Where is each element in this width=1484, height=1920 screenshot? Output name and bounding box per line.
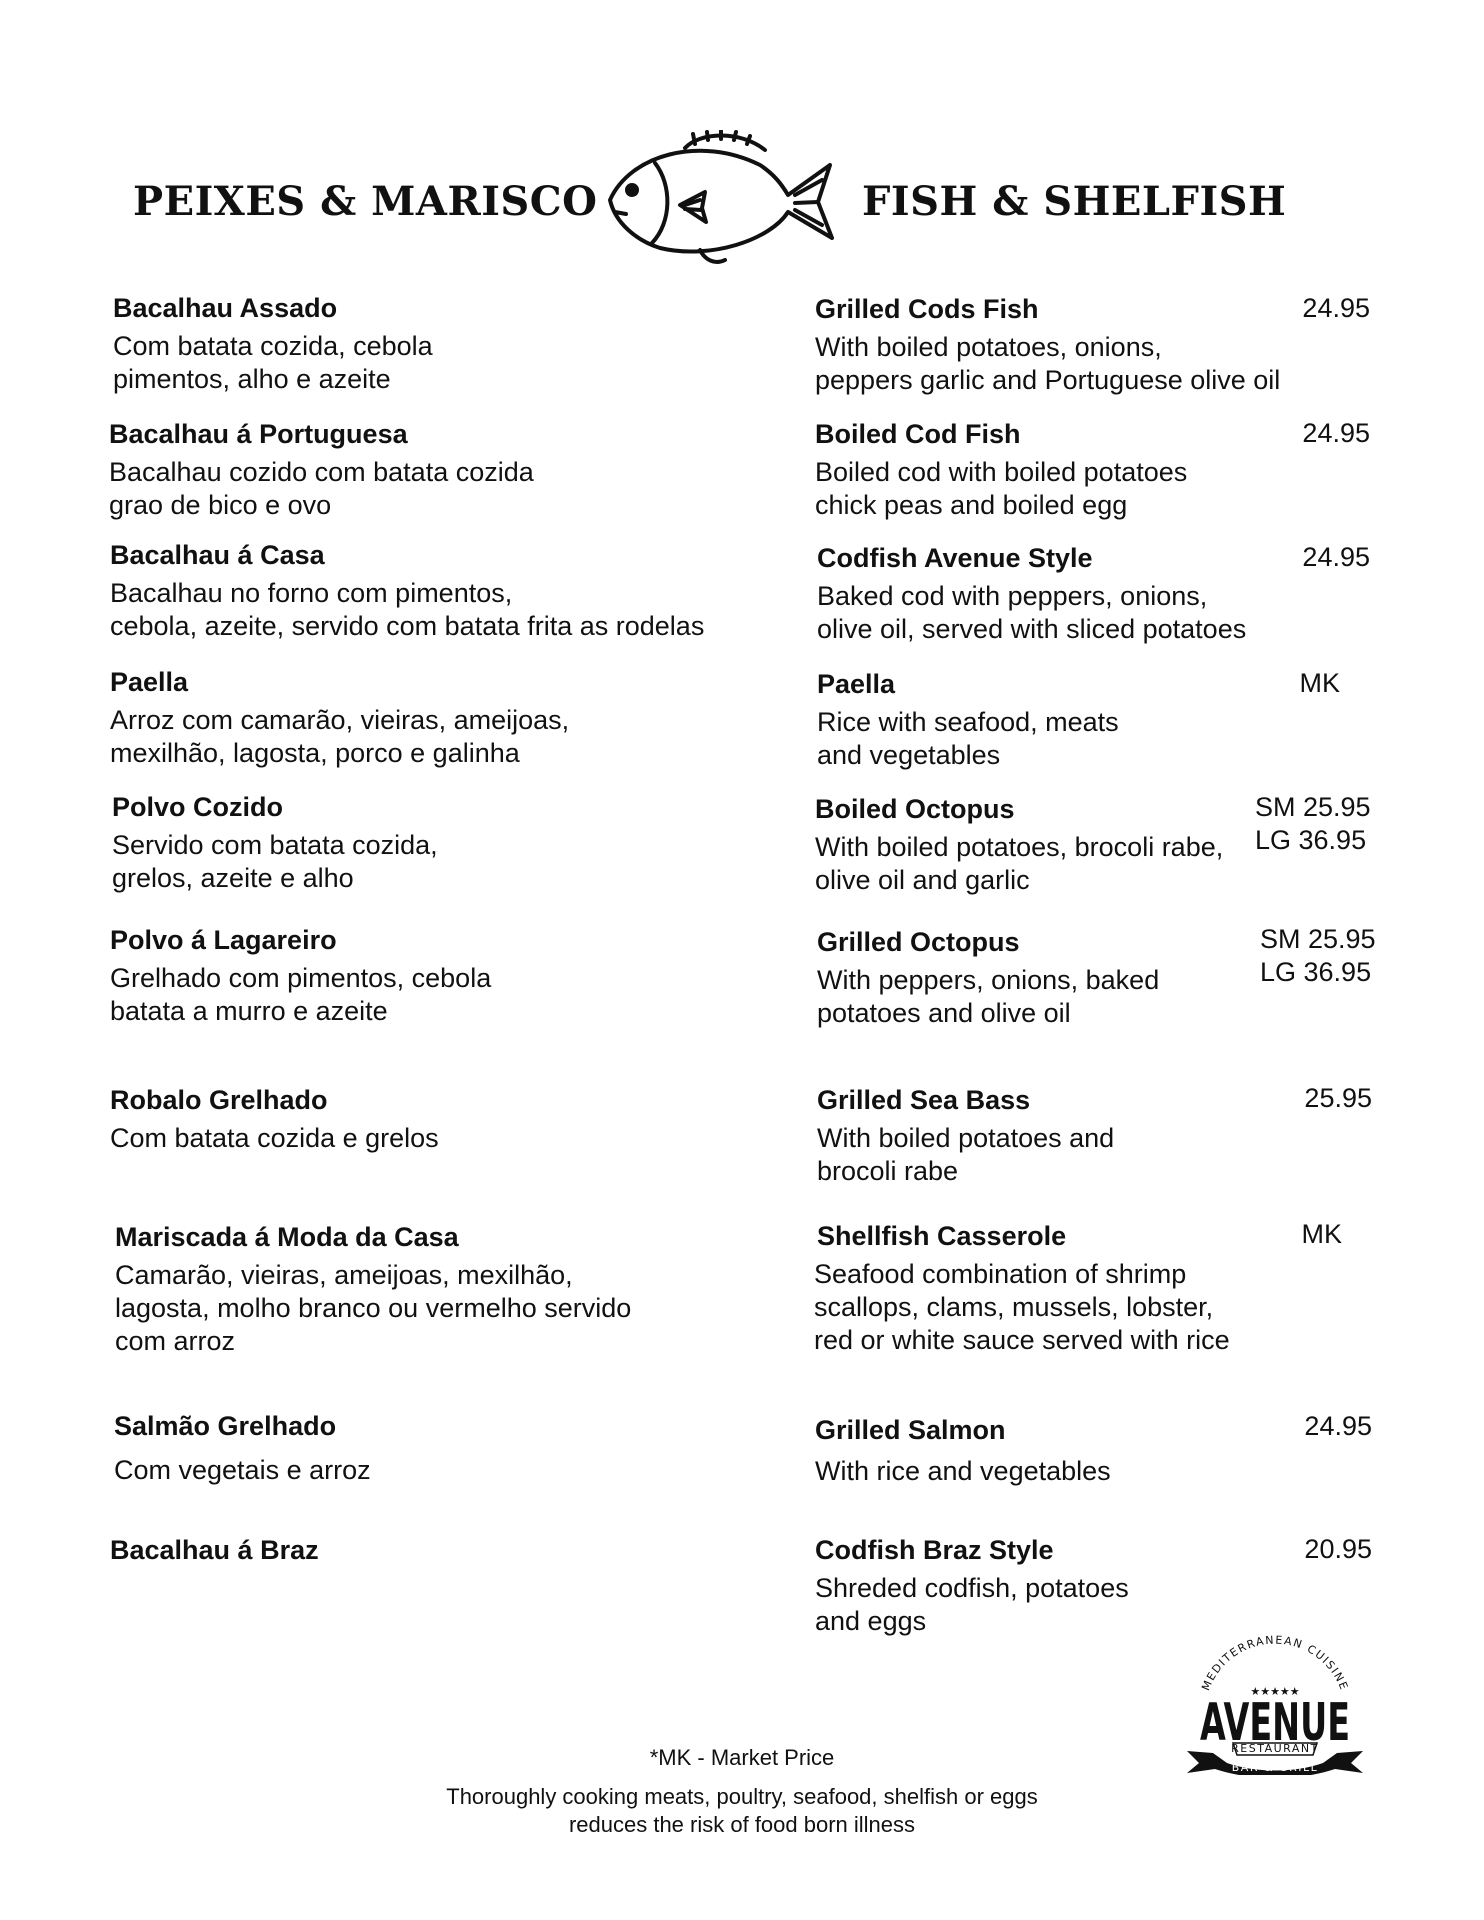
price: 24.95 bbox=[1302, 418, 1370, 448]
item-description bbox=[815, 831, 1223, 897]
desc-line: With boiled potatoes, brocoli rabe, bbox=[815, 832, 1224, 862]
item-name: Codfish Braz Style bbox=[815, 1535, 1054, 1565]
item-name: Grilled Cods Fish bbox=[815, 294, 1039, 324]
item-name: Grilled Salmon bbox=[815, 1415, 1006, 1445]
price: 20.95 bbox=[1304, 1534, 1372, 1564]
item-description bbox=[815, 331, 1280, 397]
item-description bbox=[815, 1572, 1129, 1638]
desc-line: Arroz com camarão, vieiras, ameijoas, bbox=[110, 705, 570, 735]
item-description bbox=[815, 456, 1187, 522]
logo-stars: ★★★★★ bbox=[1250, 1686, 1300, 1698]
logo-ribbon-text: BAR & GRILL bbox=[1231, 1761, 1319, 1774]
warning-line: reduces the risk of food born illness bbox=[568, 1812, 916, 1837]
item-description bbox=[815, 1455, 1111, 1488]
desc-line: Bacalhau cozido com batata cozida bbox=[109, 457, 534, 487]
desc-line: grelos, azeite e alho bbox=[112, 863, 354, 893]
desc-line: Servido com batata cozida, bbox=[112, 830, 438, 860]
item-description bbox=[110, 577, 704, 643]
desc-line: and vegetables bbox=[817, 740, 1001, 770]
desc-line: mexilhão, lagosta, porco e galinha bbox=[110, 738, 520, 768]
desc-line: grao de bico e ovo bbox=[109, 490, 332, 520]
en-item-paella bbox=[817, 668, 1119, 772]
warning-line: Thoroughly cooking meats, poultry, seafood, shelfish or eggs bbox=[446, 1784, 1038, 1809]
pt-item-bacalhau-assado bbox=[113, 292, 433, 396]
desc-line: potatoes and olive oil bbox=[817, 998, 1071, 1028]
desc-line: Com batata cozida e grelos bbox=[110, 1123, 439, 1153]
desc-line: pimentos, alho e azeite bbox=[113, 364, 391, 394]
fish-icon bbox=[590, 130, 840, 275]
title-portuguese: PEIXES & MARISCO bbox=[133, 178, 598, 225]
price: 24.95 bbox=[1302, 542, 1370, 572]
desc-line: With rice and vegetables bbox=[815, 1456, 1111, 1486]
item-name: Paella bbox=[110, 667, 189, 697]
desc-line: With boiled potatoes and bbox=[817, 1123, 1115, 1153]
logo-name: AVENUE bbox=[1200, 1693, 1350, 1753]
en-item-codfish-braz bbox=[815, 1534, 1129, 1638]
item-name: Polvo á Lagareiro bbox=[110, 925, 337, 955]
price: MK bbox=[1301, 1219, 1342, 1249]
price-small: SM 25.95 bbox=[1255, 792, 1371, 822]
item-description bbox=[112, 829, 438, 895]
price-sizes bbox=[1255, 791, 1380, 857]
item-description bbox=[817, 580, 1246, 646]
item-description bbox=[110, 1122, 439, 1155]
item-description bbox=[817, 964, 1159, 1030]
en-item-grilled-cods-fish bbox=[815, 293, 1280, 397]
pt-item-polvo-lagareiro bbox=[110, 924, 491, 1028]
desc-line: brocoli rabe bbox=[817, 1156, 959, 1186]
price-small: SM 25.95 bbox=[1260, 924, 1376, 954]
en-item-boiled-cod-fish bbox=[815, 418, 1187, 522]
desc-line: batata a murro e azeite bbox=[110, 996, 388, 1026]
item-name: Robalo Grelhado bbox=[110, 1085, 328, 1115]
item-description bbox=[814, 1258, 1230, 1357]
desc-line: red or white sauce served with rice bbox=[814, 1325, 1230, 1355]
en-item-grilled-salmon bbox=[815, 1414, 1111, 1488]
desc-line: Grelhado com pimentos, cebola bbox=[110, 963, 492, 993]
item-description bbox=[115, 1259, 631, 1358]
price: MK bbox=[1299, 668, 1340, 698]
item-name: Grilled Octopus bbox=[817, 927, 1020, 957]
en-item-grilled-sea-bass bbox=[817, 1084, 1114, 1188]
pt-item-salmao-grelhado bbox=[114, 1410, 371, 1487]
en-item-grilled-octopus bbox=[817, 926, 1159, 1030]
item-description bbox=[109, 456, 534, 522]
desc-line: With boiled potatoes, onions, bbox=[815, 332, 1162, 362]
desc-line: peppers garlic and Portuguese olive oil bbox=[815, 365, 1281, 395]
desc-line: chick peas and boiled egg bbox=[815, 490, 1128, 520]
item-description bbox=[110, 704, 569, 770]
item-name: Polvo Cozido bbox=[112, 792, 283, 822]
market-price-note: *MK - Market Price bbox=[649, 1745, 835, 1770]
item-name: Mariscada á Moda da Casa bbox=[115, 1222, 459, 1252]
pt-item-bacalhau-braz bbox=[110, 1534, 319, 1566]
desc-line: Baked cod with peppers, onions, bbox=[817, 581, 1208, 611]
item-description bbox=[114, 1454, 371, 1487]
desc-line: Boiled cod with boiled potatoes bbox=[815, 457, 1188, 487]
en-item-shellfish-casserole bbox=[814, 1220, 1230, 1357]
desc-line: scallops, clams, mussels, lobster, bbox=[814, 1292, 1214, 1322]
item-description bbox=[817, 1122, 1114, 1188]
desc-line: Shreded codfish, potatoes bbox=[815, 1573, 1129, 1603]
desc-line: Seafood combination of shrimp bbox=[814, 1259, 1187, 1289]
price-large: LG 36.95 bbox=[1255, 825, 1367, 855]
desc-line: Com vegetais e arroz bbox=[114, 1455, 371, 1485]
desc-line: Com batata cozida, cebola bbox=[113, 331, 433, 361]
price: 24.95 bbox=[1304, 1411, 1372, 1441]
desc-line: With peppers, onions, baked bbox=[817, 965, 1160, 995]
item-name: Codfish Avenue Style bbox=[817, 543, 1093, 573]
desc-line: com arroz bbox=[115, 1326, 236, 1356]
desc-line: Camarão, vieiras, ameijoas, mexilhão, bbox=[115, 1260, 573, 1290]
pt-item-paella bbox=[110, 666, 569, 770]
item-name: Shellfish Casserole bbox=[817, 1221, 1067, 1251]
pt-item-mariscada bbox=[115, 1221, 631, 1358]
item-name: Boiled Octopus bbox=[815, 794, 1015, 824]
item-description bbox=[110, 962, 491, 1028]
item-description bbox=[817, 706, 1119, 772]
item-name: Salmão Grelhado bbox=[114, 1411, 337, 1441]
title-english: FISH & SHELFISH bbox=[862, 178, 1287, 225]
desc-line: Rice with seafood, meats bbox=[817, 707, 1119, 737]
pt-item-bacalhau-casa bbox=[110, 539, 704, 643]
pt-item-polvo-cozido bbox=[112, 791, 438, 895]
item-name: Bacalhau á Casa bbox=[110, 540, 325, 570]
desc-line: lagosta, molho branco ou vermelho servido bbox=[115, 1293, 632, 1323]
food-safety-warning bbox=[0, 1783, 1484, 1839]
pt-item-robalo-grelhado bbox=[110, 1084, 439, 1155]
item-description bbox=[113, 330, 433, 396]
item-name: Grilled Sea Bass bbox=[817, 1085, 1031, 1115]
item-name: Bacalhau á Portuguesa bbox=[109, 419, 408, 449]
price: 24.95 bbox=[1302, 293, 1370, 323]
desc-line: and eggs bbox=[815, 1606, 927, 1636]
item-name: Boiled Cod Fish bbox=[815, 419, 1021, 449]
item-name: Bacalhau Assado bbox=[113, 293, 338, 323]
en-item-boiled-octopus bbox=[815, 793, 1223, 897]
item-name: Bacalhau á Braz bbox=[110, 1535, 319, 1565]
price-large: LG 36.95 bbox=[1260, 957, 1372, 987]
en-item-codfish-avenue bbox=[817, 542, 1246, 646]
price-sizes bbox=[1260, 923, 1385, 989]
desc-line: olive oil and garlic bbox=[815, 865, 1030, 895]
desc-line: cebola, azeite, servido com batata frita as rodelas bbox=[110, 611, 705, 641]
item-name: Paella bbox=[817, 669, 896, 699]
pt-item-bacalhau-portuguesa bbox=[109, 418, 534, 522]
price: 25.95 bbox=[1304, 1083, 1372, 1113]
logo-arc-path: MEDITERRANEAN CUISINE bbox=[1199, 1635, 1351, 1693]
desc-line: olive oil, served with sliced potatoes bbox=[817, 614, 1247, 644]
logo-arc-text bbox=[1199, 1635, 1351, 1693]
logo-subtitle: RESTAURANT bbox=[1231, 1742, 1319, 1755]
desc-line: Bacalhau no forno com pimentos, bbox=[110, 578, 513, 608]
